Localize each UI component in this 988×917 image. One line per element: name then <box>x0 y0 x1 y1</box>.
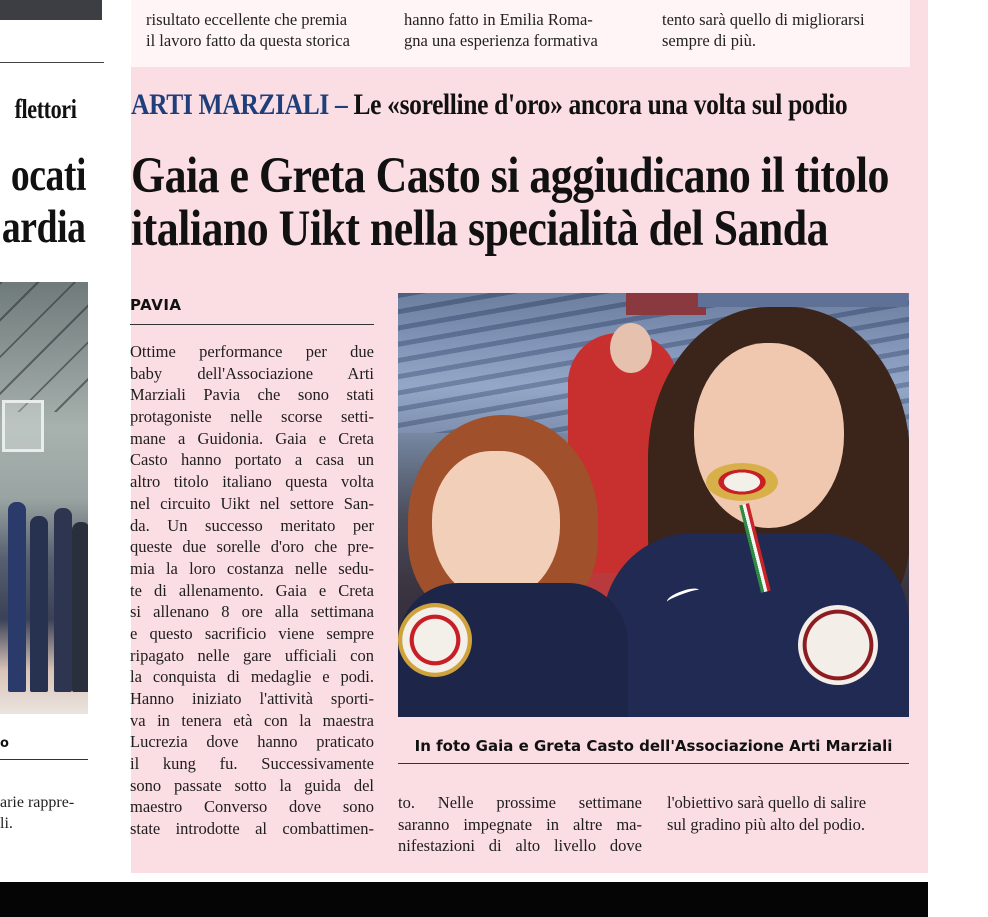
body-line: mane a Guidonia. Gaia e Creta <box>130 428 374 448</box>
body-line: nifestazioni di alto livello dove <box>398 836 642 856</box>
body-line: state introdotte al combattimen- <box>130 819 374 839</box>
text-line: gna una esperienza formativa <box>404 31 598 50</box>
divider <box>398 763 909 764</box>
body-line: Casto hanno portato a casa un <box>130 450 374 470</box>
text-line: risultato eccellente che premia <box>146 10 348 29</box>
body-line: sono passate sotto la guida del <box>130 775 374 795</box>
previous-article-column <box>662 0 902 60</box>
body-line: altro titolo italiano questa volta <box>130 472 374 492</box>
dateline: PAVIA <box>130 296 182 314</box>
headline-line: Gaia e Greta Casto si aggiudicano il titolo <box>131 148 889 204</box>
photo-caption: In foto Gaia e Greta Casto dell'Associazione Arti Marziali <box>414 737 893 755</box>
body-line: nel circuito Uikt nel settore San- <box>130 493 374 513</box>
body-line: l'obiettivo sarà quello di salire <box>667 793 867 812</box>
body-line: da. Un successo meritato per <box>130 515 374 535</box>
divider <box>130 324 374 325</box>
article-body-column <box>130 341 374 840</box>
body-line: ripagato nelle gare ufficiali con <box>130 645 374 665</box>
body-line: la conquista di medaglie e podi. <box>130 667 374 687</box>
adjacent-basketball-photo <box>0 282 88 714</box>
previous-article-column <box>146 0 386 60</box>
text-line: sempre di più. <box>662 31 756 50</box>
divider <box>0 62 104 63</box>
article-body-column <box>398 792 642 857</box>
text-line: il lavoro fatto da questa storica <box>146 31 350 50</box>
body-line: va in tenera età con la maestra <box>130 710 374 730</box>
adjacent-article-column <box>0 0 104 857</box>
medal-winners-photo <box>398 293 909 717</box>
article-kicker <box>131 88 848 122</box>
club-patch-icon <box>798 605 878 685</box>
adjacent-body-line: li. <box>0 815 13 832</box>
body-line: si allenano 8 ore alla settimana <box>130 602 374 622</box>
body-line: te di allenamento. Gaia e Creta <box>130 580 374 600</box>
article-body-column <box>667 792 911 835</box>
text-line: tento sarà quello di migliorarsi <box>662 10 865 29</box>
body-line: Lucrezia dove hanno praticato <box>130 732 374 752</box>
body-line: mia la loro costanza nelle sedu- <box>130 558 374 578</box>
headline-line: italiano Uikt nella specialità del Sanda <box>131 201 829 257</box>
body-line: queste due sorelle d'oro che pre- <box>130 537 374 557</box>
adjacent-body-line: arie rappre- <box>0 794 75 811</box>
kicker-subhead: Le «sorelline d'oro» ancora una volta sul podio <box>347 88 848 121</box>
body-line: baby dell'Associazione Arti <box>130 363 374 383</box>
adjacent-photo-caption: o <box>0 736 9 751</box>
gold-medal-icon <box>706 463 778 501</box>
gold-medal-icon <box>398 603 472 677</box>
body-line: to. Nelle prossime settimane <box>398 793 642 812</box>
body-line: sul gradino più alto del podio. <box>667 814 865 834</box>
section-label: ARTI MARZIALI – <box>131 88 348 121</box>
adjacent-photo-top <box>0 0 102 20</box>
body-line: Marziali Pavia che sono stati <box>130 385 374 405</box>
divider <box>0 759 88 760</box>
body-line: maestro Converso dove sono <box>130 797 374 817</box>
adjacent-title-line: ardia <box>2 201 86 253</box>
body-line: e questo sacrificio viene sempre <box>130 623 374 643</box>
body-line: il kung fu. Successivamente <box>130 754 374 774</box>
backboard <box>2 400 44 452</box>
body-line: saranno impegnate in altre ma- <box>398 814 642 834</box>
body-line: protagoniste nelle scorse setti- <box>130 407 374 427</box>
body-line: Hanno iniziato l'attività sporti- <box>130 689 374 708</box>
text-line: hanno fatto in Emilia Roma- <box>404 10 593 29</box>
page-footer-band <box>0 882 928 917</box>
adjacent-kicker: flettori <box>14 94 76 124</box>
previous-article-column <box>404 0 644 60</box>
adjacent-title-line: ocati <box>10 149 86 201</box>
body-line: Ottime performance per due <box>130 342 374 361</box>
